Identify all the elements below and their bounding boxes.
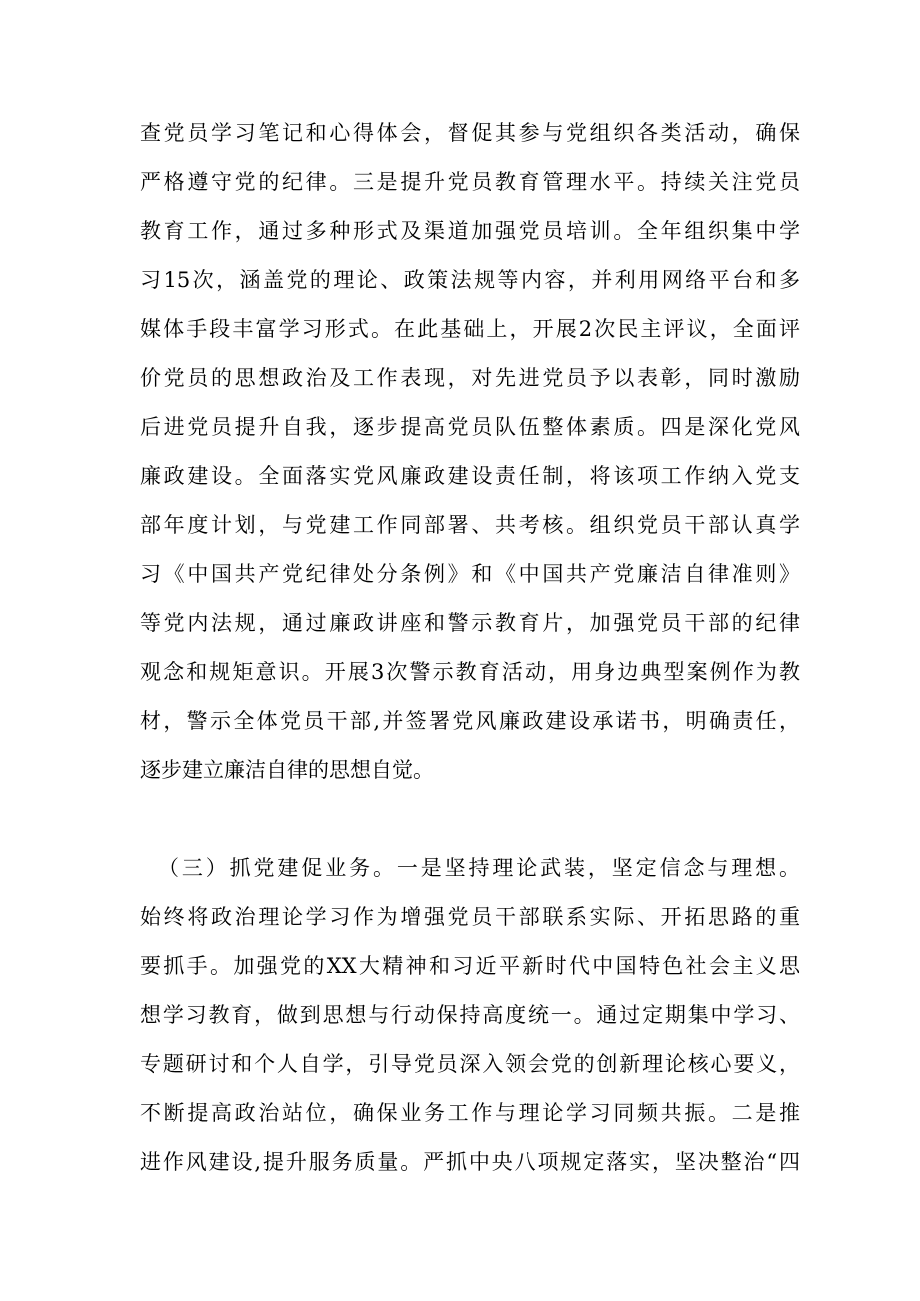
text-line: 教育工作，通过多种形式及渠道加强党员培训。全年组织集中学: [140, 219, 800, 243]
text-line: 始终将政治理论学习作为增强党员干部联系实际、开拓思路的重: [140, 905, 800, 929]
text-line: 习《中国共产党纪律处分条例》和《中国共产党廉洁自律准则》: [140, 562, 800, 586]
text-line: 部年度计划，与党建工作同部署、共考核。组织党员干部认真学: [140, 513, 800, 537]
text-line: 进作风建设,提升服务质量。严抓中央八项规定落实，坚决整治“四: [140, 1150, 800, 1174]
text-line: 材，警示全体党员干部,并签署党风廉政建设承诺书，明确责任，: [140, 709, 800, 733]
text-line: 媒体手段丰富学习形式。在此基础上，开展2次民主评议，全面评: [140, 317, 800, 341]
text-line: 严格遵守党的纪律。三是提升党员教育管理水平。持续关注党员: [140, 170, 800, 194]
text-line: 后进党员提升自我，逐步提高党员队伍整体素质。四是深化党风: [140, 415, 800, 439]
text-line: 逐步建立廉洁自律的思想自觉。: [140, 758, 434, 782]
text-line: 专题研讨和个人自学，引导党员深入领会党的创新理论核心要义，: [140, 1052, 800, 1076]
text-line: 等党内法规，通过廉政讲座和警示教育片，加强党员干部的纪律: [140, 611, 800, 635]
text-line: 要抓手。加强党的XX大精神和习近平新时代中国特色社会主义思: [140, 954, 800, 978]
text-line: 想学习教育，做到思想与行动保持高度统一。通过定期集中学习、: [140, 1003, 800, 1027]
text-line: 价党员的思想政治及工作表现，对先进党员予以表彰，同时激励: [140, 366, 800, 390]
text-line: 查党员学习笔记和心得体会，督促其参与党组织各类活动，确保: [140, 121, 800, 145]
text-line: 习15次，涵盖党的理论、政策法规等内容，并利用网络平台和多: [140, 268, 800, 292]
text-line: 观念和规矩意识。开展3次警示教育活动，用身边典型案例作为教: [140, 660, 800, 684]
section-heading-line: （三）抓党建促业务。一是坚持理论武装，坚定信念与理想。: [158, 856, 800, 880]
text-line: 不断提高政治站位，确保业务工作与理论学习同频共振。二是推: [140, 1101, 800, 1125]
text-line: 廉政建设。全面落实党风廉政建设责任制，将该项工作纳入党支: [140, 464, 800, 488]
